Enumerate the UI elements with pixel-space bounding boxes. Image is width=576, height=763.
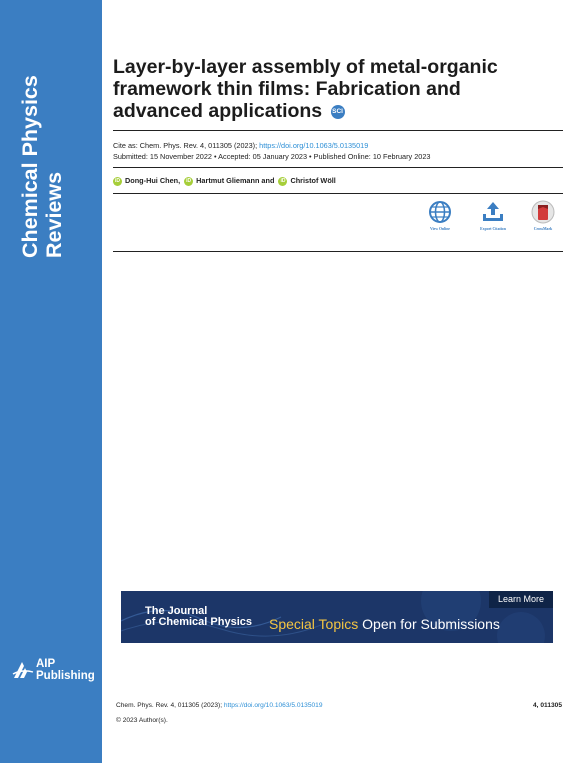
- publisher-logo[interactable]: [12, 658, 97, 684]
- footer-copyright: © 2023 Author(s).: [116, 717, 168, 724]
- footer-citation: [116, 702, 323, 709]
- orcid-icon[interactable]: iD: [186, 177, 192, 184]
- banner-journal-line1: The Journal: [145, 605, 208, 617]
- crossmark-label: CrossMark: [533, 227, 553, 231]
- crossmark-icon: [531, 200, 555, 224]
- banner-special-topics: [269, 616, 500, 632]
- crossmark-button[interactable]: [518, 200, 568, 231]
- publisher-line2: Publishing: [36, 670, 95, 682]
- publication-dates: Submitted: 15 November 2022 • Accepted: 05 January 2023 • Published Online: 10 February 2023: [113, 152, 431, 161]
- banner-journal-title: [145, 606, 252, 628]
- journal-name-vertical: [18, 28, 66, 258]
- view-online-label: View Online: [429, 227, 450, 231]
- journal-name-line1: Chemical Physics: [18, 75, 42, 258]
- author-list: [113, 176, 338, 186]
- author-divider: [113, 193, 563, 194]
- article-title-text: Layer-by-layer assembly of metal-organic framework thin films: Fabrication and advanced applications: [113, 56, 498, 122]
- export-citation-label: Export Citation: [480, 227, 506, 231]
- orcid-icon[interactable]: iD: [115, 177, 120, 184]
- sci-badge-icon[interactable]: SCI: [331, 105, 345, 119]
- export-icon: [481, 200, 505, 224]
- footer-citation-text: Chem. Phys. Rev. 4, 011305 (2023);: [116, 702, 223, 709]
- doi-link[interactable]: https://doi.org/10.1063/5.0135019: [259, 141, 369, 150]
- title-divider: [113, 130, 563, 131]
- cite-divider: [113, 167, 563, 168]
- globe-icon: [428, 200, 452, 224]
- footer-page-id: 4, 011305: [533, 702, 562, 709]
- orcid-icon[interactable]: iD: [280, 177, 286, 184]
- author-name[interactable]: Christof Wöll: [290, 176, 336, 185]
- header-bottom-divider: [113, 251, 563, 252]
- special-topics-banner[interactable]: [121, 591, 553, 643]
- article-title: [113, 56, 553, 122]
- banner-special-text: Special Topics: [269, 616, 359, 632]
- learn-more-button[interactable]: Learn More: [489, 591, 553, 608]
- citation-block: [113, 140, 430, 162]
- author-name[interactable]: Hartmut Gliemann and: [196, 176, 275, 185]
- banner-open-text: Open for Submissions: [362, 616, 500, 632]
- cite-prefix: Cite as: Chem. Phys. Rev. 4, 011305 (2023);: [113, 141, 258, 150]
- journal-name-line2: Reviews: [42, 171, 66, 258]
- banner-journal-line2: of Chemical Physics: [145, 616, 252, 628]
- journal-sidebar: [0, 0, 102, 763]
- view-online-button[interactable]: [415, 200, 465, 231]
- publisher-line1: AIP: [36, 658, 56, 670]
- export-citation-button[interactable]: [468, 200, 518, 231]
- aip-logo-icon: [12, 660, 34, 680]
- footer-doi-link[interactable]: https://doi.org/10.1063/5.0135019: [223, 702, 323, 709]
- author-name[interactable]: Dong-Hui Chen,: [125, 176, 181, 185]
